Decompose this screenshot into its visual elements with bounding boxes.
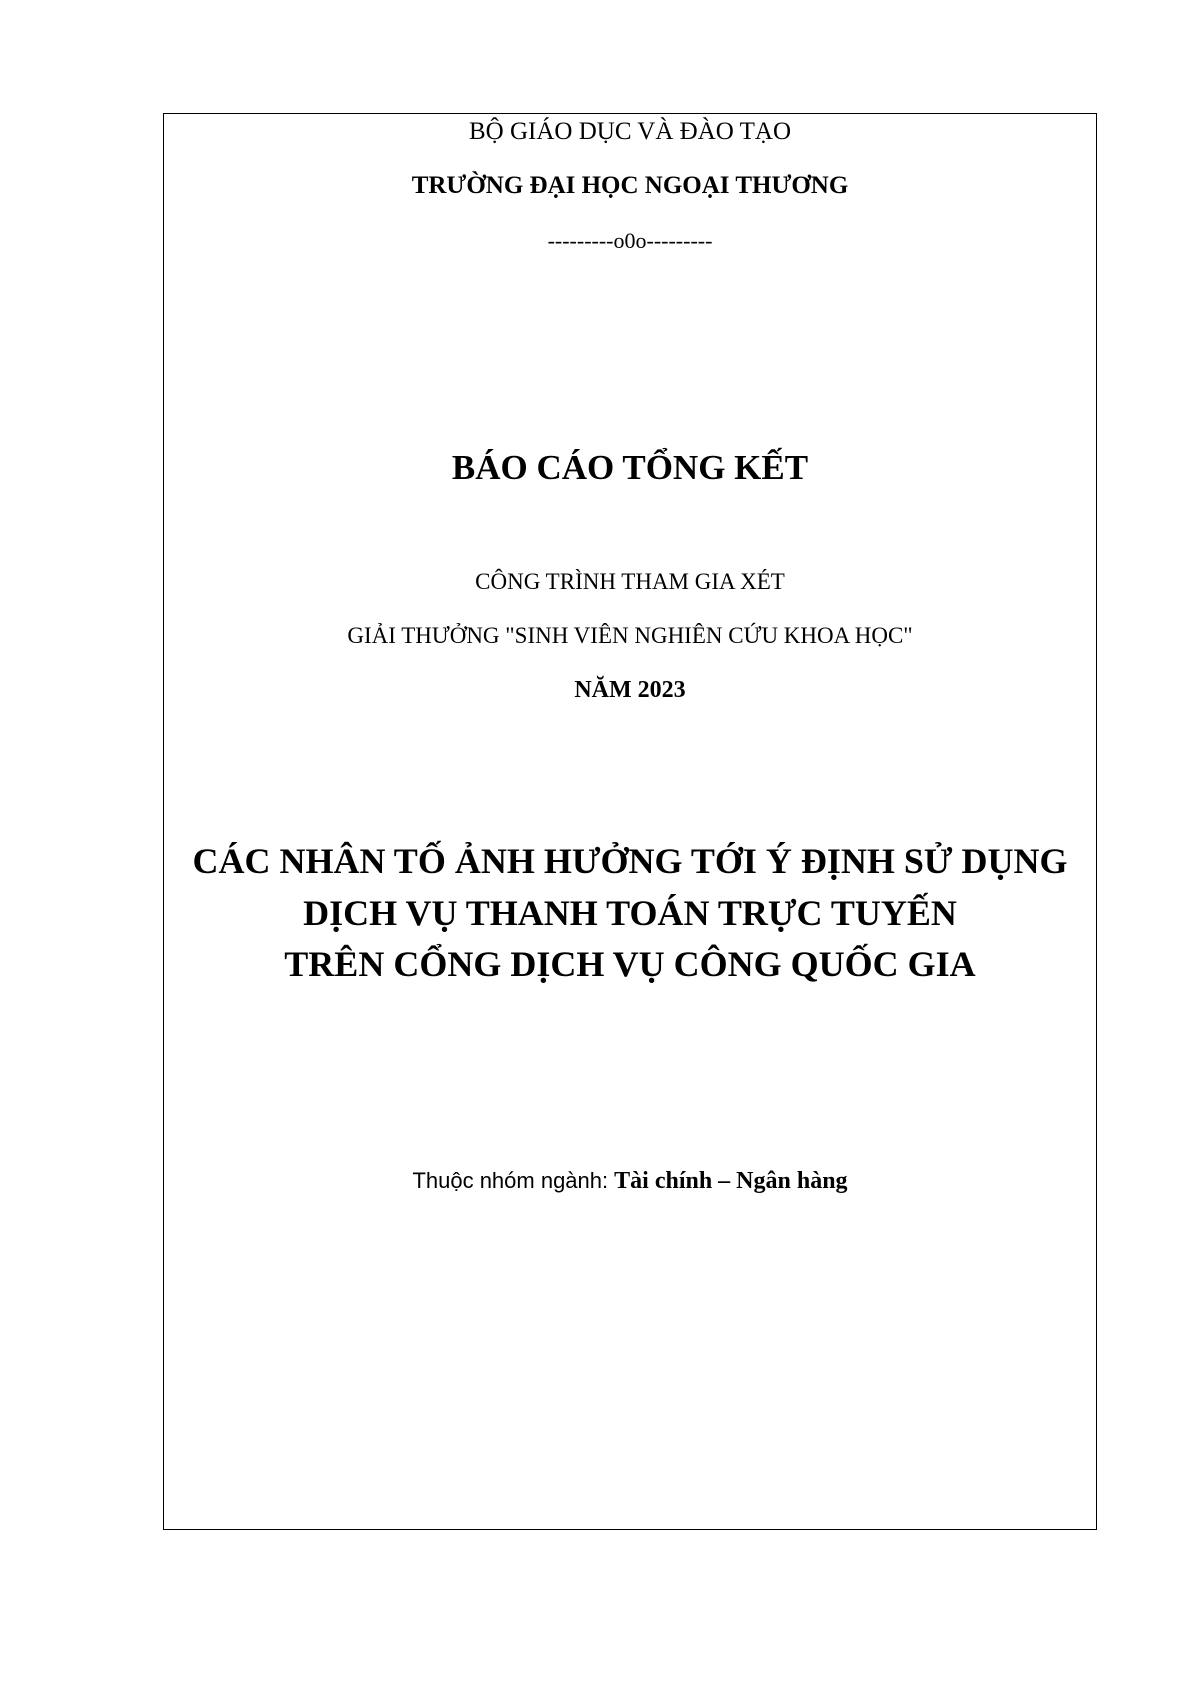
topic-title-line1: CÁC NHÂN TỐ ẢNH HƯỞNG TỚI Ý ĐỊNH SỬ DỤNG <box>192 841 1068 881</box>
report-year: NĂM 2023 <box>574 677 686 703</box>
topic-title-line2: DỊCH VỤ THANH TOÁN TRỰC TUYẾN <box>303 893 957 933</box>
field-of-study <box>0 1168 1200 1195</box>
topic-title-line3: TRÊN CỔNG DỊCH VỤ CÔNG QUỐC GIA <box>284 944 976 984</box>
ornament-divider: ---------o0o--------- <box>547 228 713 253</box>
report-subtitle-line1: CÔNG TRÌNH THAM GIA XÉT <box>475 569 785 594</box>
field-value: Tài chính – Ngân hàng <box>614 1168 848 1194</box>
report-subtitle-line2: GIẢI THƯỞNG "SINH VIÊN NGHIÊN CỨU KHOA HỌC" <box>347 623 913 648</box>
field-label: Thuộc nhóm ngành: <box>412 1168 609 1193</box>
report-title: BÁO CÁO TỔNG KẾT <box>451 448 809 487</box>
ministry-name: BỘ GIÁO DỤC VÀ ĐÀO TẠO <box>469 118 791 145</box>
page-border <box>163 113 1097 1530</box>
university-name: TRƯỜNG ĐẠI HỌC NGOẠI THƯƠNG <box>411 172 849 199</box>
